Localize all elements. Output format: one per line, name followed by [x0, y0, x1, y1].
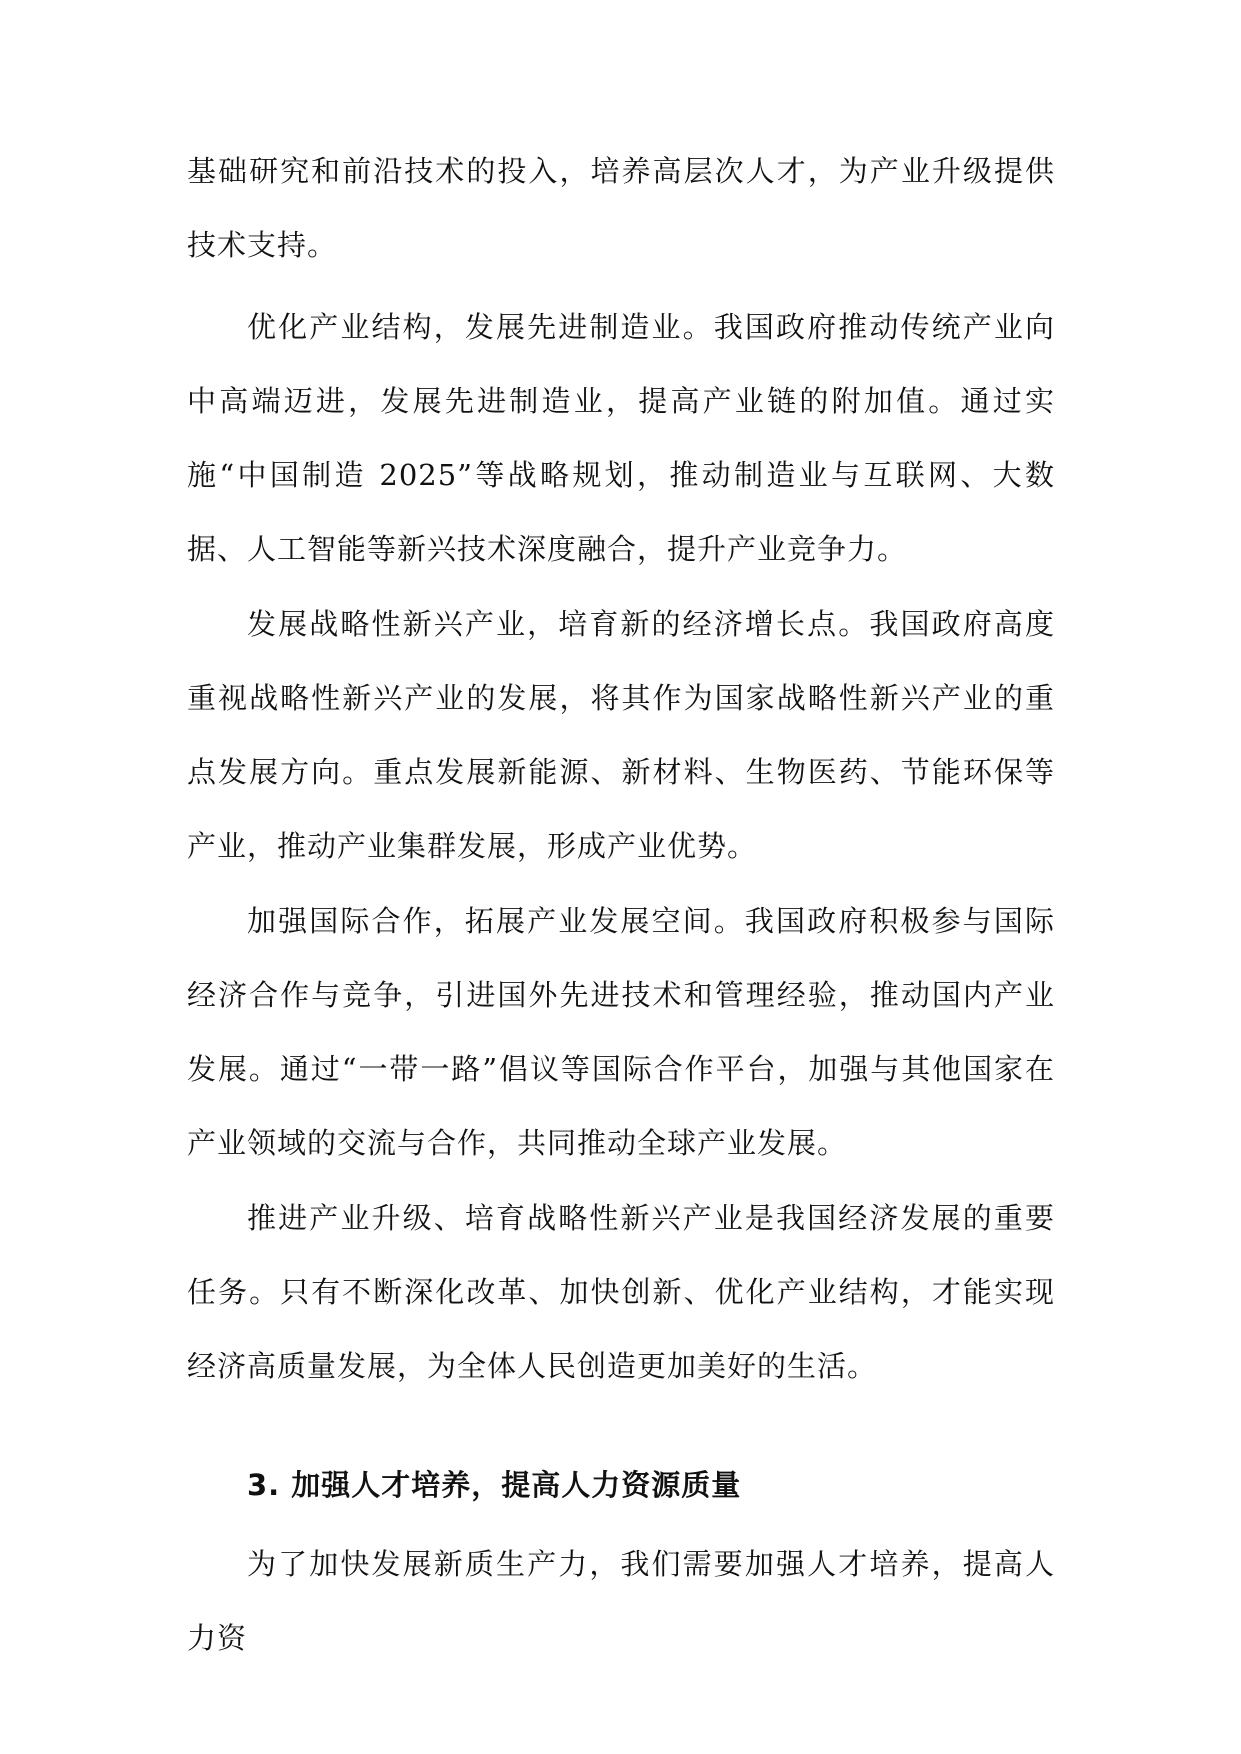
paragraph-conclusion: 推进产业升级、培育战略性新兴产业是我国经济发展的重要任务。只有不断深化改革、加快创新、优化产业结构，才能实现经济高质量发展，为全体人民创造更加美好的生活。: [187, 1201, 1055, 1383]
paragraph-international-cooperation: 加强国际合作，拓展产业发展空间。我国政府积极参与国际经济合作与竞争，引进国外先进技术和管理经验，推动国内产业发展。通过“一带一路”倡议等国际合作平台，加强与其他国家在产业领域的交流与合作，共同推动全球产业发展。: [187, 904, 1055, 1160]
section-heading: 3. 加强人才培养，提高人力资源质量: [247, 1468, 742, 1502]
paragraph-talent-cultivation: 为了加快发展新质生产力，我们需要加强人才培养，提高人力资: [187, 1547, 1055, 1655]
paragraph-continuation: 基础研究和前沿技术的投入，培养高层次人才，为产业升级提供技术支持。: [187, 154, 1055, 262]
paragraph-industrial-structure: 优化产业结构，发展先进制造业。我国政府推动传统产业向中高端迈进，发展先进制造业，提高产业链的附加值。通过实施“中国制造 2025”等战略规划，推动制造业与互联网、大数据、人工智能等新兴技术深度融合，提升产业竞争力。: [187, 310, 1055, 566]
paragraph-emerging-industries: 发展战略性新兴产业，培育新的经济增长点。我国政府高度重视战略性新兴产业的发展，将其作为国家战略性新兴产业的重点发展方向。重点发展新能源、新材料、生物医药、节能环保等产业，推动产业集群发展，形成产业优势。: [187, 607, 1055, 863]
